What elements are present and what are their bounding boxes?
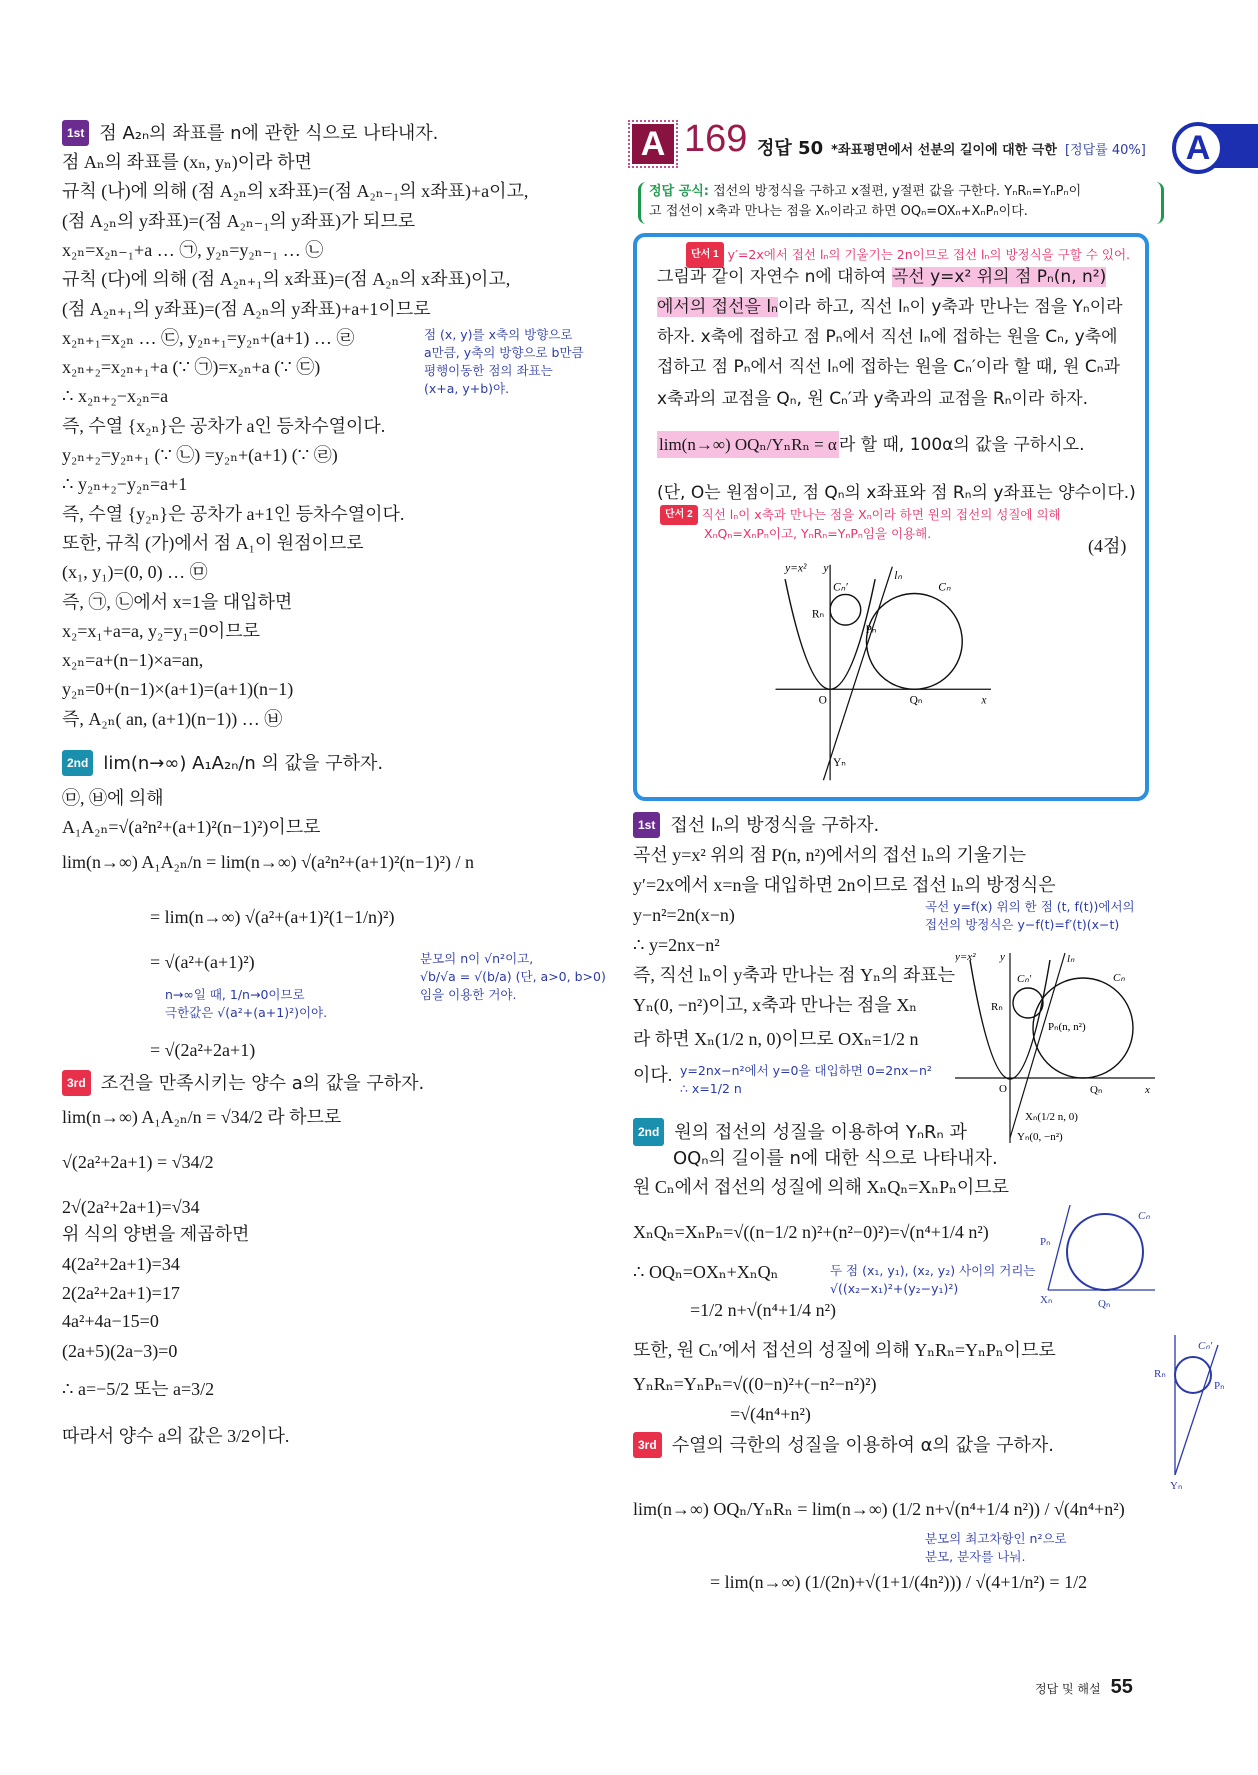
circle-label: Cₙ′ [832, 581, 848, 594]
point-label: Pₙ [1214, 1380, 1225, 1392]
text-line: 즉, 수열 {y₂ₙ}은 공차가 a+1인 등차수열이다. [62, 503, 405, 524]
text-line: = lim(n→∞) (1/(2n)+√(1+1/(4n²))) / √(4+1/n²) = 1/2 [710, 1572, 1088, 1592]
step-title: lim(n→∞) A₁A₂ₙ/n 의 값을 구하자. [103, 753, 384, 774]
step-title: 조건을 만족시키는 양수 a의 값을 구하자. [100, 1073, 425, 1094]
text-line: 점 Aₙ의 좌표를 (xₙ, yₙ)이라 하면 [62, 152, 312, 172]
highlight: 곡선 y=x² 위의 점 Pₙ(n, n²) [891, 267, 1107, 287]
note-line: 평행이동한 점의 좌표는 [424, 363, 553, 378]
hint-badge: 단서 1 [686, 242, 724, 268]
text-line: 즉, 직선 lₙ이 y축과 만나는 점 Yₙ의 좌표는 [633, 965, 956, 985]
text-line: 즉, A₂ₙ( an, (a+1)(n−1)) … ㉥ [62, 708, 283, 729]
point-label: Pₙ [865, 623, 877, 636]
text-line: √(2a²+2a+1) = √34/2 [62, 1152, 214, 1172]
problem-number: 169 [684, 118, 748, 160]
step-3-heading [62, 1070, 424, 1096]
page-number: 55 [1110, 1676, 1133, 1698]
point-label: Yₙ [1170, 1480, 1183, 1492]
point-label: Qₙ [1098, 1298, 1111, 1310]
text: 이라 하고, 직선 lₙ이 y축과 만나는 점을 Yₙ이라 [777, 297, 1123, 317]
text-line: = √(2a²+2a+1) [150, 1040, 256, 1060]
circle-label: Cₙ [938, 581, 951, 594]
text-line: 4(2a²+2a+1)=34 [62, 1254, 180, 1274]
accuracy-rate: [정답률 40%] [1064, 143, 1146, 158]
note-line: a만큼, y축의 방향으로 b만큼 [424, 345, 584, 360]
side-note-tangent [925, 898, 1135, 934]
hint-text: XₙQₙ=XₙPₙ이고, YₙRₙ=YₙPₙ임을 이용해. [704, 526, 932, 541]
text-line: y′=2x에서 x=n을 대입하면 2n이므로 접선 lₙ의 방정식은 [633, 875, 1056, 895]
text: 라 할 때, 100α의 값을 구하시오. [838, 435, 1085, 455]
step-title: 접선 lₙ의 방정식을 구하자. [670, 815, 880, 836]
problem-text [657, 295, 1123, 319]
text-line: 즉, ㉠, ㉡에서 x=1을 대입하면 [62, 591, 293, 612]
tangent-line [823, 567, 892, 781]
text-line: lim(n→∞) A₁A₂ₙ/n = √34/2 라 하므로 [62, 1107, 342, 1127]
problem-condition: (단, O는 원점이고, 점 Qₙ의 x좌표와 점 Rₙ의 y좌표는 양수이다.) [657, 483, 1136, 503]
formula-label: 정답 공식: [649, 184, 709, 199]
text-line: y₂ₙ₊₂=y₂ₙ₊₁ (∵ ㉡) =y₂ₙ+(a+1) (∵ ㉣) [62, 445, 338, 465]
note-line: ∴ x=1/2 n [680, 1081, 742, 1096]
axis-label: x [981, 694, 987, 707]
side-note-divide [925, 1530, 1067, 1566]
side-note-translation [424, 326, 584, 398]
line-label: lₙ [894, 570, 903, 583]
circle-label: Cₙ′ [1198, 1340, 1213, 1352]
note-line: (x+a, y+b)야. [424, 381, 510, 396]
step-1-heading [62, 120, 438, 146]
formula-text: 접선의 방정식을 구하고 x절편, y절편 값을 구한다. YₙRₙ=YₙPₙ이 [713, 184, 1082, 199]
step-title: 점 A₂ₙ의 좌표를 n에 관한 식으로 나타내자. [99, 123, 439, 144]
text-line: Yₙ(0, −n²)이고, x축과 만나는 점을 Xₙ [633, 995, 918, 1015]
hint-badge: 단서 2 [660, 505, 698, 525]
answer-formula [638, 182, 1164, 224]
level-badge: A [632, 124, 674, 164]
text-line: (점 A₂ₙ₊₁의 y좌표)=(점 A₂ₙ의 y좌표)+a+1이므로 [62, 298, 431, 319]
point-label: Xₙ [1040, 1294, 1053, 1306]
note-line: 극한값은 √(a²+(a+1)²)이야. [165, 1005, 328, 1020]
step-badge: 1st [62, 120, 89, 146]
highlight: lim(n→∞) OQₙ/YₙRₙ = α [657, 431, 839, 458]
note-line: y=2nx−n²에서 y=0을 대입하면 0=2nx−n² [680, 1063, 932, 1078]
section-tab-letter: A [1185, 129, 1211, 167]
problem-text [657, 265, 1106, 289]
line-label: lₙ [1067, 953, 1075, 965]
side-note-sqrt [420, 950, 606, 1004]
hint-text: y′=2x에서 접선 lₙ의 기울기는 2n이므로 접선 lₙ의 방정식을 구할 수 있어. [727, 247, 1131, 262]
text-line: 이다. [633, 1065, 673, 1085]
text-line: x₂ₙ=a+(n−1)×a=an, [62, 650, 204, 671]
step-3-heading [633, 1432, 1054, 1458]
circle-cn-prime-figure [1150, 1335, 1240, 1495]
points-label: (4점) [1088, 536, 1127, 556]
origin-label: O [999, 1083, 1007, 1095]
text-line: 위 식의 양변을 제곱하면 [62, 1224, 250, 1244]
note-line: 임을 이용한 거야. [420, 987, 517, 1002]
text-line: 또한, 원 Cₙ′에서 접선의 성질에 의해 YₙRₙ=YₙPₙ이므로 [633, 1340, 1056, 1360]
circle-label: Cₙ′ [1017, 973, 1032, 985]
step-badge: 3rd [62, 1070, 91, 1096]
step-2-heading [633, 1118, 998, 1172]
step-badge: 2nd [62, 750, 93, 776]
note-line: 점 (x, y)를 x축의 방향으로 [424, 327, 573, 342]
header-info-row [757, 134, 1146, 160]
point-label: Qₙ [1090, 1084, 1103, 1096]
text-line: 4a²+4a−15=0 [62, 1311, 159, 1331]
text-line: A₁A₂ₙ=√(a²n²+(a+1)²(n−1)²)이므로 [62, 817, 321, 837]
text-line: y−n²=2n(x−n) [633, 905, 735, 925]
step-title: 수열의 극한의 성질을 이용하여 α의 값을 구하자. [671, 1435, 1054, 1456]
circle-label: Cₙ [1138, 1210, 1150, 1222]
text-line: ㉤, ㉥에 의해 [62, 788, 164, 808]
note-line: 분모의 n이 √n²이고, [420, 951, 534, 966]
point-label: Rₙ [991, 1001, 1003, 1013]
text-line: x₂ₙ₊₂=x₂ₙ₊₁+a (∵ ㉠)=x₂ₙ+a (∵ ㉢) [62, 357, 321, 378]
text-line: YₙRₙ=YₙPₙ=√((0−n)²+(−n²−n²)²) [633, 1374, 877, 1394]
side-note-limit [165, 986, 327, 1022]
formula-text: 고 접선이 x축과 만나는 점을 Xₙ이라고 하면 OQₙ=OXₙ+XₙPₙ이다. [649, 204, 1028, 219]
circle-cn-prime [830, 594, 861, 625]
text-line: 2(2a²+2a+1)=17 [62, 1283, 180, 1303]
note-line: 접선의 방정식은 y−f(t)=f′(t)(x−t) [925, 917, 1120, 932]
step-2-heading [62, 750, 383, 776]
note-line: n→∞일 때, 1/n→0이므로 [165, 987, 305, 1002]
axis-label: y [1000, 951, 1005, 963]
problem-text: x축과의 교점을 Qₙ, 원 Cₙ′과 y축과의 교점을 Rₙ이라 하자. [657, 389, 1088, 409]
text-line: x₂=x₁+a=a, y₂=y₁=0이므로 [62, 620, 261, 641]
text-line: 즉, 수열 {x₂ₙ}은 공차가 a인 등차수열이다. [62, 415, 386, 436]
note-line: 분모의 최고차항인 n²으로 [925, 1531, 1067, 1546]
step-badge: 1st [633, 812, 660, 838]
text-line: ∴ y₂ₙ₊₂−y₂ₙ=a+1 [62, 474, 188, 495]
text-line: 규칙 (나)에 의해 (점 A₂ₙ의 x좌표)=(점 A₂ₙ₋₁의 x좌표)+a이고, [62, 181, 529, 202]
axis-label: x [1145, 1084, 1150, 1096]
point-label: Yₙ [832, 756, 846, 769]
problem-figure [770, 560, 1030, 785]
text-line: ∴ y=2nx−n² [633, 935, 720, 955]
text-line: XₙQₙ=XₙPₙ=√((n−1/2 n)²+(n²−0)²)=√(n⁴+1/4 n²) [633, 1222, 989, 1242]
section-tab-circle [1172, 122, 1224, 174]
axis-label: y [823, 562, 829, 575]
origin-label: O [818, 694, 827, 707]
step-title: 원의 접선의 성질을 이용하여 YₙRₙ 과 [674, 1122, 967, 1143]
footer-label: 정답 및 해설 [1035, 1682, 1101, 1696]
circle-cn [866, 594, 962, 690]
problem-text: 접하고 점 Pₙ에서 직선 lₙ에 접하는 원을 Cₙ′이라 할 때, 원 Cₙ과 [657, 357, 1120, 377]
point-label: Rₙ [811, 608, 825, 621]
circle-label: Cₙ [1113, 972, 1125, 984]
step-badge: 2nd [633, 1118, 664, 1146]
page-footer [1035, 1676, 1133, 1699]
problem-header [632, 118, 1172, 166]
text-line: x₂ₙ=x₂ₙ₋₁+a … ㉠, y₂ₙ=y₂ₙ₋₁ … ㉡ [62, 239, 324, 260]
point-label: Qₙ [909, 694, 923, 707]
hint-text: 직선 lₙ이 x축과 만나는 점을 Xₙ이라 하면 원의 접선의 성질에 의해 [701, 507, 1061, 522]
curve-label: y=x² [785, 562, 807, 575]
point-label: Yₙ(0, −n²) [1017, 1131, 1063, 1143]
text-line: ∴ OQₙ=OXₙ+XₙQₙ [633, 1262, 779, 1282]
step-title: OQₙ의 길이를 n에 대한 식으로 나타내자. [673, 1148, 998, 1169]
text-line: y₂ₙ=0+(n−1)×(a+1)=(a+1)(n−1) [62, 679, 294, 700]
highlight: 에서의 접선을 lₙ [657, 297, 778, 317]
answer-label: 정답 50 [757, 138, 824, 159]
text-line: lim(n→∞) A₁A₂ₙ/n = lim(n→∞) √(a²n²+(a+1)²(n−1)²) / n [62, 852, 475, 872]
text-line: (2a+5)(2a−3)=0 [62, 1341, 178, 1361]
text-line: ∴ a=−5/2 또는 a=3/2 [62, 1379, 215, 1399]
side-note-intercept [680, 1062, 932, 1098]
topic-label: *좌표평면에서 선분의 길이에 대한 극한 [831, 143, 1057, 158]
text-line: 라 하면 Xₙ(1/2 n, 0)이므로 OXₙ=1/2 n [633, 1029, 919, 1049]
text-line: =√(4n⁴+n²) [730, 1404, 811, 1424]
note-line: 곡선 y=f(x) 위의 한 점 (t, f(t))에서의 [925, 899, 1135, 914]
note-line: 두 점 (x₁, y₁), (x₂, y₂) 사이의 거리는 [830, 1263, 1036, 1278]
text: 그림과 같이 자연수 n에 대하여 [657, 267, 892, 287]
problem-text: 하자. x축에 접하고 점 Pₙ에서 직선 lₙ에 접하는 원을 Cₙ, y축에 [657, 327, 1118, 347]
curve-label: y=x² [955, 951, 976, 963]
text-line: (x₁, y₁)=(0, 0) … ㉤ [62, 562, 208, 583]
problem-limit [657, 433, 1085, 457]
circle-cn-figure [1040, 1205, 1160, 1310]
text-line: 원 Cₙ에서 접선의 성질에 의해 XₙQₙ=XₙPₙ이므로 [633, 1177, 1010, 1197]
text-line: =1/2 n+√(n⁴+1/4 n²) [690, 1300, 836, 1320]
point-label: Rₙ [1154, 1368, 1166, 1380]
text-line: 규칙 (다)에 의해 (점 A₂ₙ₊₁의 x좌표)=(점 A₂ₙ의 x좌표)이고, [62, 269, 511, 290]
text-line: lim(n→∞) OQₙ/YₙRₙ = lim(n→∞) (1/2 n+√(n⁴+1/4 n²)) / √(4n⁴+n²) [633, 1499, 1125, 1519]
note-line: 분모, 분자를 나눠. [925, 1549, 1026, 1564]
hint-2 [660, 505, 1061, 543]
step-1-heading [633, 812, 879, 838]
side-note-distance [830, 1262, 1035, 1298]
point-label: Pₙ [1040, 1236, 1051, 1248]
text-line: 또한, 규칙 (가)에서 점 A₁이 원점이므로 [62, 532, 364, 553]
note-line: √((x₂−x₁)²+(y₂−y₁)²) [830, 1281, 959, 1296]
text-line: 곡선 y=x² 위의 점 P(n, n²)에서의 접선 lₙ의 기울기는 [633, 845, 1027, 865]
text-line: 2√(2a²+2a+1)=√34 [62, 1197, 200, 1217]
point-label: Xₙ(1/2 n, 0) [1025, 1111, 1078, 1123]
text-line: 따라서 양수 a의 값은 3/2이다. [62, 1426, 290, 1446]
text-line: x₂ₙ₊₁=x₂ₙ … ㉢, y₂ₙ₊₁=y₂ₙ+(a+1) … ㉣ [62, 327, 355, 348]
point-label: Pₙ(n, n²) [1048, 1021, 1086, 1033]
step-badge: 3rd [633, 1432, 662, 1458]
note-line: √b/√a = √(b/a) (단, a>0, b>0) [420, 969, 606, 984]
text-line: ∴ x₂ₙ₊₂−x₂ₙ=a [62, 386, 169, 407]
text-line: = √(a²+(a+1)²) [150, 952, 255, 972]
text-line: = lim(n→∞) √(a²+(a+1)²(1−1/n)²) [150, 907, 395, 927]
text-line: (점 A₂ₙ의 y좌표)=(점 A₂ₙ₋₁의 y좌표)가 되므로 [62, 210, 416, 231]
